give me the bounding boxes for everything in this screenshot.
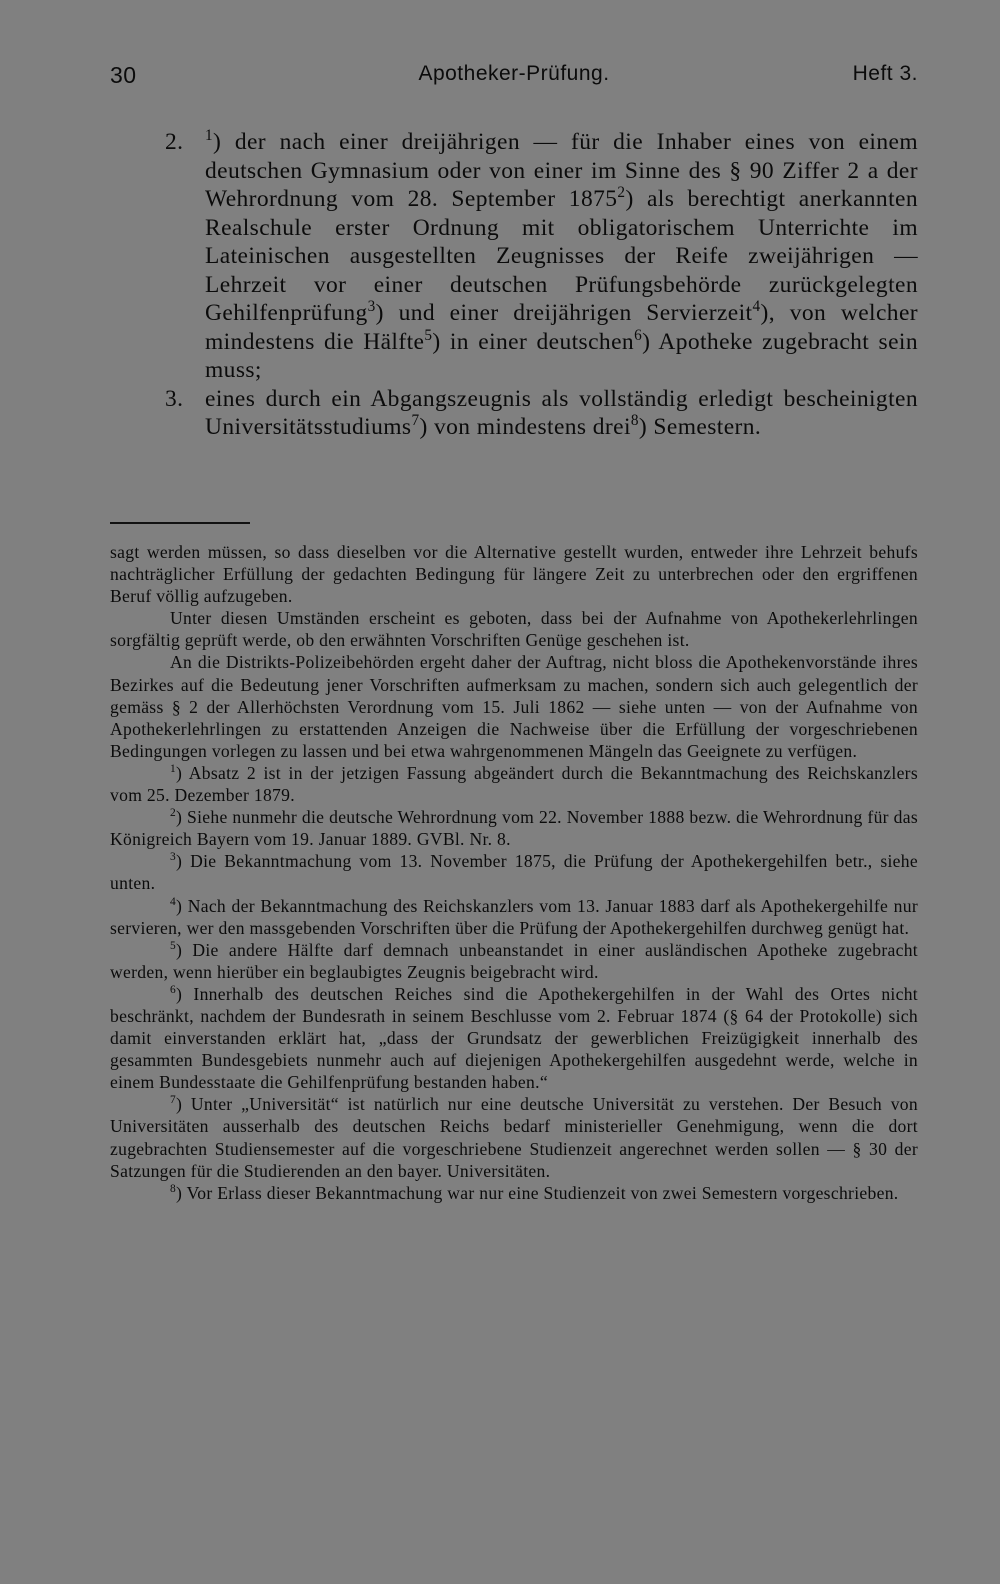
list-item-number: 2. [165,129,184,155]
text-run: ) und einer dreijährigen Servierzeit [375,300,753,326]
footnote-paragraph [110,1093,918,1181]
text-run: ) Die Bekanntmachung vom 13. November 1875, die Prüfung der Apothekergehilfen betr., siehe unten. [110,851,918,894]
footnote-ref: 4 [170,895,177,908]
page-number: 30 [110,62,137,88]
text-run: ) als berechtigt anerkannten Realschule erster Ordnung mit obligatorischem Unterrichte im Lateinischen ausgestellten Zeugnisses der Reife zweijährigen — Lehrzeit vor einer deutschen Prüfungsbehörde zurückgelegten Gehilfenprüfung [205,186,918,326]
footnote-paragraph [110,607,918,651]
text-run: ) Innerhalb des deutschen Reiches sind die Apothekergehilfen in der Wahl des Ortes nicht beschränkt, nachdem der Bundesrath in seinem Beschlusse vom 2. Februar 1874 (§ 64 der Protokolle) sich damit einverstanden erklärt hat, „dass der Grundsatz der gewerblichen Freizügigkeit innerhalb des gesammten Bundesgebiets nunmehr auch auf diejenigen Apothekergehilfen ausgedehnt werde, welche in einem Bundesstaate die Gehilfenprüfung bestanden haben.“ [110,983,918,1093]
footnote-paragraph [110,850,918,894]
footnote-paragraph [110,762,918,806]
footnotes [110,541,918,1204]
text-run: ) in einer deutschen [432,328,635,355]
footnote-paragraph [110,806,918,850]
text-run: ) Unter „Universität“ ist natürlich nur eine deutsche Universität zu verstehen. Der Besuch von Universitäten ausserhalb des deutschen Reichs bedarf ministerieller Genehmigung, wenn die dort zugebrachten Studiensemester auf die vorgeschriebene Studienzeit angerechnet werden sollen — § 30 der Satzungen für die Studierenden an den bayer. Universitäten. [110,1094,918,1181]
text-run: ) Vor Erlass dieser Bekanntmachung war nur eine Studienzeit von zwei Semestern vorgeschrieben. [176,1182,899,1203]
footnote-ref: 5 [170,939,177,952]
main-body-text [165,128,918,442]
text-run: Unter diesen Umständen erscheint es geboten, dass bei der Aufnahme von Apothekerlehrlingen sorgfältig geprüft werde, ob den erwähnten Vorschriften Genüge geschehen ist. [110,608,918,651]
footnote-ref: 7 [170,1094,177,1107]
footnote-ref: 7 [411,412,420,430]
footnote-ref: 3 [367,298,376,316]
text-run: ) Semestern. [638,414,762,440]
text-run: ) Nach der Bekanntmachung des Reichskanzlers vom 13. Januar 1883 darf als Apothekergehilfe nur servieren, wer den massgebenden Vorschriften über die Prüfung der Apothekergehilfen durchweg genügt hat. [110,895,918,938]
footnote-ref: 1 [170,763,177,776]
text-run: ) Absatz 2 ist in der jetzigen Fassung abgeändert durch die Bekanntmachung des Reichskanzlers vom 25. Dezember 1879. [110,762,918,806]
footnote-paragraph [110,541,918,607]
text-run: ), von welcher mindestens die Hälfte [205,300,918,355]
footnote-ref: 3 [170,851,177,864]
footnote-paragraph [110,1182,918,1204]
list-item-number: 3. [165,385,184,412]
text-run: ) Apotheke zugebracht sein muss; [205,328,918,383]
footnote-ref: 6 [170,984,177,997]
running-title: Apotheker-Prüfung. [418,62,610,85]
footnote-paragraph [110,983,918,1093]
text-run: ) Die andere Hälfte darf demnach unbeanstandet in einer ausländischen Apotheke zugebracht werden, wenn hierüber ein beglaubigtes Zeugnis beigebracht wird. [110,939,918,982]
list-item [165,128,918,385]
text-run: An die Distrikts-Polizeibehörden ergeht daher der Auftrag, nicht bloss die Apothekenvorstände ihres Bezirkes auf die Bedeutung jener Vorschriften aufmerksam zu machen, sondern sich auch gelegentlich der gemäss § 2 der Allerhöchsten Verordnung vom 15. Juli 1862 — siehe unten — von der Aufnahme von Apothekerlehrlingen zu erstattenden Anzeigen die Nachweise über die Erfüllung der vorgeschriebenen Bedingungen vorlegen zu lassen und bei etwa wahrgenommenen Mängeln das Geeignete zu verfügen. [110,652,918,761]
text-run: ) von mindestens drei [419,414,631,440]
footnote-paragraph [110,651,918,761]
footnote-ref: 5 [424,326,433,344]
text-run: ) der nach einer dreijährigen — für die Inhaber eines von einem deutschen Gymnasium oder von einer im Sinne des § 90 Ziffer 2 a der Wehrordnung vom 28. September 1875 [205,129,918,212]
page-header [110,62,918,96]
footnote-ref: 4 [752,298,761,316]
text-run: ) Siehe nunmehr die deutsche Wehrordnung vom 22. November 1888 bezw. die Wehrordnung für das Königreich Bayern vom 19. Januar 1889. GVBl. Nr. 8. [110,807,918,850]
footnote-ref: 1 [205,127,214,145]
footnote-ref: 6 [634,326,643,344]
footnote-paragraph [110,939,918,983]
footnote-paragraph [110,895,918,939]
footnote-ref: 8 [630,412,639,430]
footnote-ref: 2 [170,807,177,820]
footnote-ref: 8 [170,1182,177,1195]
list-item [165,385,918,442]
footnote-ref: 2 [617,184,626,202]
text-run: sagt werden müssen, so dass dieselben vor die Alternative gestellt wurden, entweder ihre Lehrzeit behufs nachträglicher Erfüllung der gedachten Bedingung für längere Zeit zu unterbrechen oder den ergriffenen Beruf völlig aufzugeben. [110,542,918,607]
footnote-separator [110,522,250,524]
issue-label: Heft 3. [852,62,918,85]
text-run: eines durch ein Abgangszeugnis als vollständig erledigt bescheinigten Universitätsstudiums [205,385,918,440]
